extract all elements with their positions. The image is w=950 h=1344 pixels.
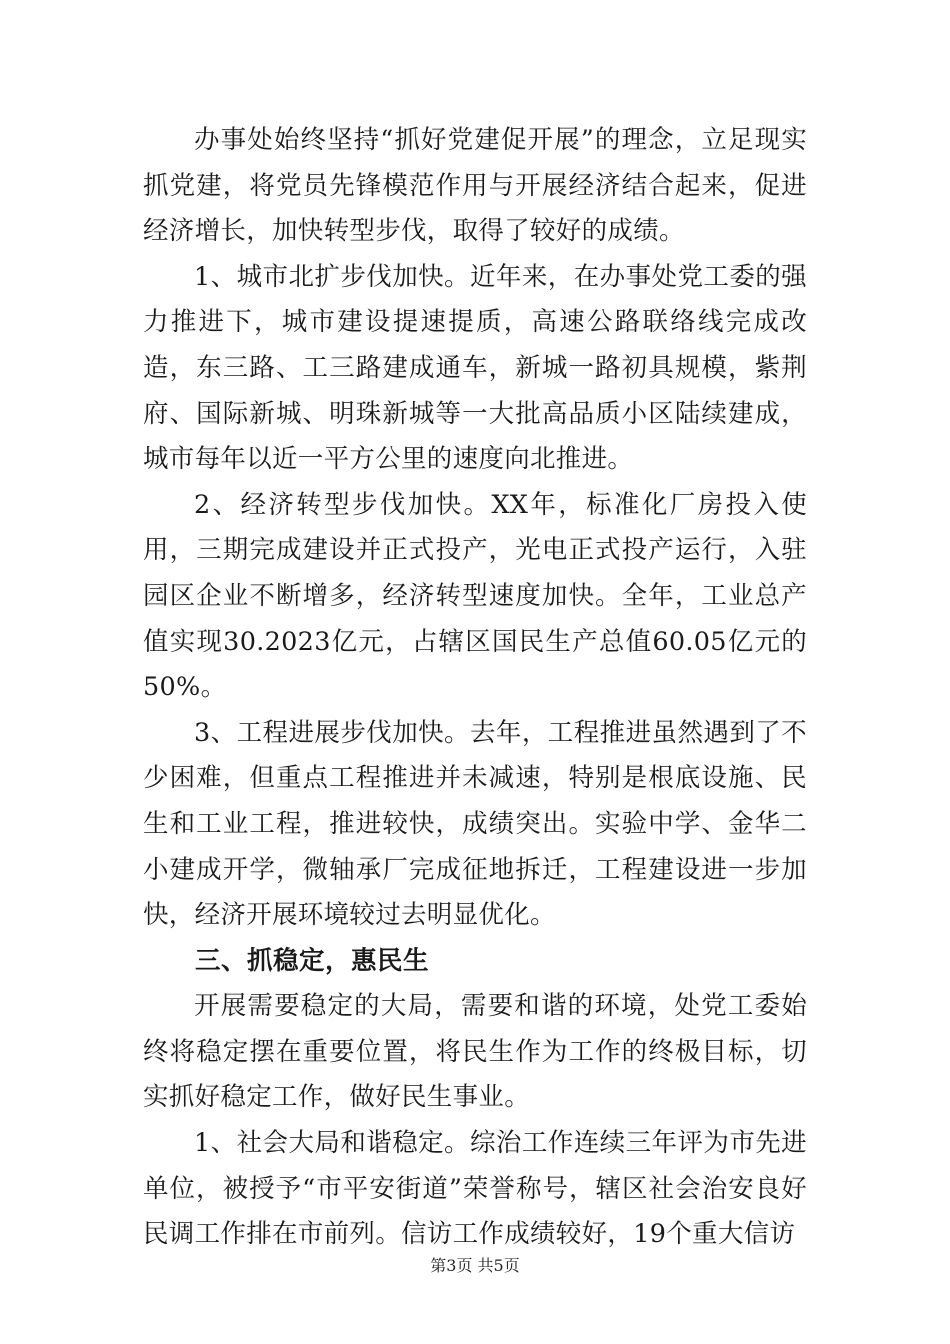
paragraph-economic-transition: 2、经济转型步伐加快。XX年，标准化厂房投入使用，三期完成建设并正式投产，光电正式投产运行，入驻园区企业不断增多，经济转型速度加快。全年，工业总产值实现30.2023亿元，占辖区国民生产总值60.05亿元的50%。 (143, 489, 807, 703)
document-body (143, 118, 807, 1258)
paragraph-project-progress: 3、工程进展步伐加快。去年，工程推进虽然遇到了不少困难，但重点工程推进并未减速，特别是根底设施、民生和工业工程，推进较快，成绩突出。实验中学、金华二小建成开学，微轴承厂完成征地拆迁，工程建设进一步加快，经济开展环境较过去明显优化。 (143, 717, 807, 931)
paragraph-urban-expansion: 1、城市北扩步伐加快。近年来，在办事处党工委的强力推进下，城市建设提速提质，高速公路联络线完成改造，东三路、工三路建成通车，新城一路初具规模，紫荆府、国际新城、明珠新城等一大批高品质小区陆续建成，城市每年以近一平方公里的速度向北推进。 (143, 261, 807, 475)
paragraph-social-stability: 1、社会大局和谐稳定。综治工作连续三年评为市先进单位，被授予“市平安街道”荣誉称号，辖区社会治安良好民调工作排在市前列。信访工作成绩较好，19个重大信访 (143, 1128, 807, 1250)
section-heading: 三、抓稳定，惠民生 (195, 945, 430, 976)
page-footer: 第3页 共5页 (430, 1256, 520, 1275)
paragraph-stability-intro: 开展需要稳定的大局，需要和谐的环境，处党工委始终将稳定摆在重要位置，将民生作为工作的终极目标，切实抓好稳定工作，做好民生事业。 (143, 991, 807, 1113)
paragraph-intro: 办事处始终坚持“抓好党建促开展”的理念，立足现实抓党建，将党员先锋模范作用与开展经济结合起来，促进经济增长，加快转型步伐，取得了较好的成绩。 (143, 125, 807, 247)
